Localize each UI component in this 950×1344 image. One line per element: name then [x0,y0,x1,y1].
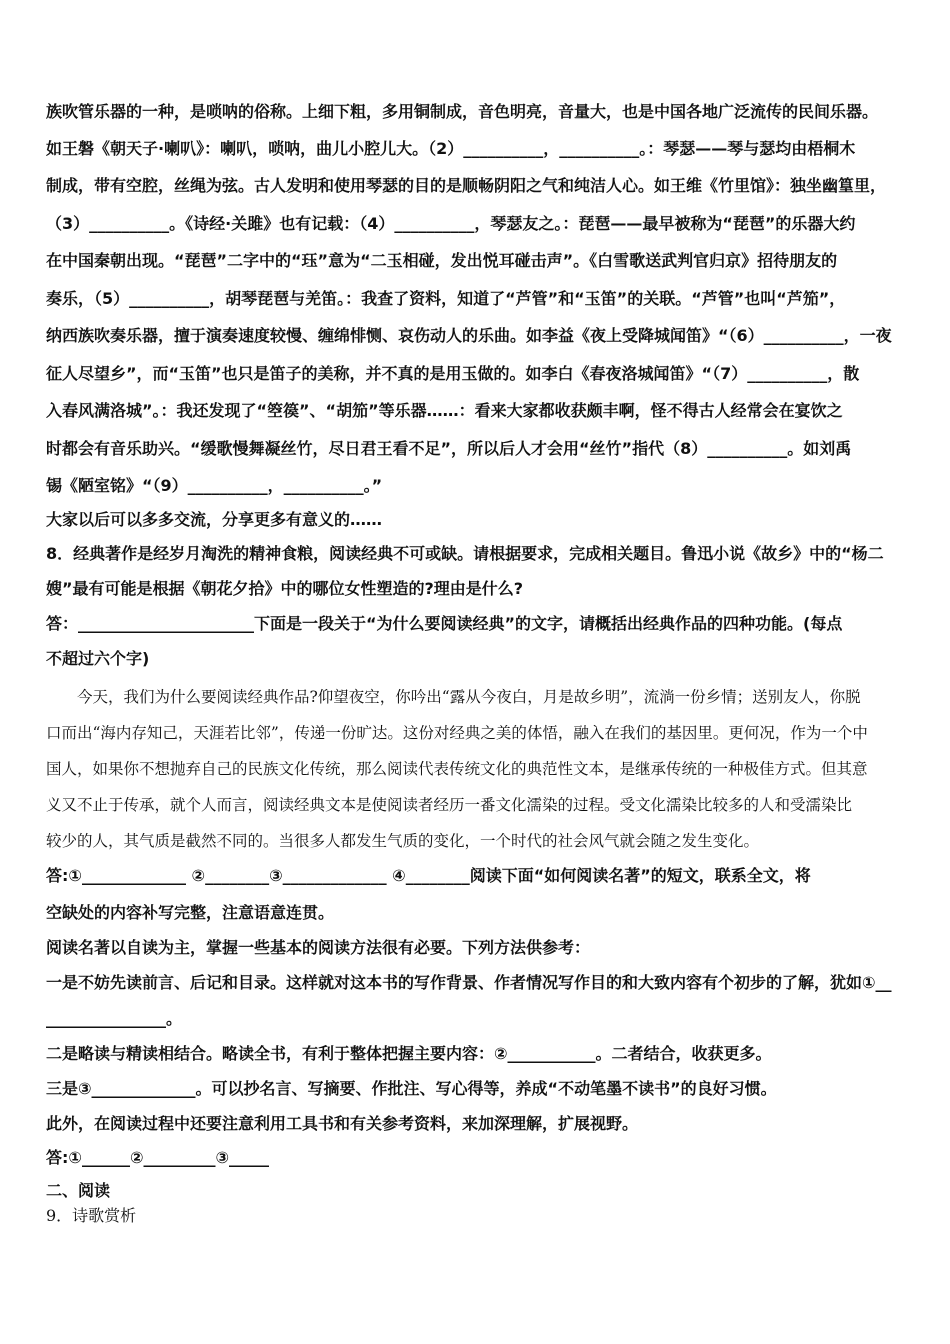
text-line: _______________。 [46,1009,183,1028]
question-9-title: 9．诗歌赏析 [46,1206,137,1225]
answer-line: 答:①_____________ ②________③_____________ ④________阅读下面“如何阅读名著”的短文，联系全文，将 [46,866,811,885]
text-line: 空缺处的内容补写完整，注意语意连贯。 [46,903,335,922]
text-line: 锡《陋室铭》“（9）__________，__________。” [46,476,383,495]
text-line: 纳西族吹奏乐器，擅于演奏速度较慢、缠绵悱恻、哀伤动人的乐曲。如李益《夜上受降城闻笛》“（6）__________，一夜 [46,326,892,345]
text-line: 二是略读与精读相结合。略读全书，有利于整体把握主要内容：②___________。二者结合，收获更多。 [46,1044,772,1063]
text-line: 三是③_____________。可以抄名言、写摘要、作批注、写心得等，养成“不动笔墨不读书”的良好习惯。 [46,1079,777,1098]
text-line: 一是不妨先读前言、后记和目录。这样就对这本书的写作背景、作者情况写作目的和大致内容有个初步的了解，犹如①__ [46,973,892,992]
text-line: 时都会有音乐助兴。“缓歌慢舞凝丝竹，尽日君王看不足”，所以后人才会用“丝竹”指代（8）__________。如刘禹 [46,439,852,458]
answer-line: 答：______________________下面是一段关于“为什么要阅读经典”的文字，请概括出经典作品的四种功能。(每点 [46,614,843,633]
text-line: 不超过六个字) [46,649,150,668]
answer-line: 答:①______②_________③_____ [46,1148,270,1167]
question-8-line: 嫂”最有可能是根据《朝花夕拾》中的哪位女性塑造的?理由是什么? [46,579,524,598]
text-line: 此外，在阅读过程中还要注意利用工具书和有关参考资料，来加深理解，扩展视野。 [46,1114,639,1133]
passage-line: 国人，如果你不想抛弃自己的民族文化传统，那么阅读代表传统文化的典范性文本，是继承传统的一种极佳方式。但其意 [46,760,868,778]
passage-line: 义又不止于传承，就个人而言，阅读经典文本是使阅读者经历一番文化濡染的过程。受文化濡染比较多的人和受濡染比 [46,796,853,814]
text-line: 大家以后可以多多交流，分享更多有意义的…… [46,510,383,529]
text-line: （3）__________。《诗经·关雎》也有记载：（4）__________，琴瑟友之。：琵琶——最早被称为“琵琶”的乐器大约 [46,214,856,233]
text-line: 族吹管乐器的一种，是唢呐的俗称。上细下粗，多用铜制成，音色明亮，音量大，也是中国各地广泛流传的民间乐器。 [46,102,879,121]
text-line: 阅读名著以自读为主，掌握一些基本的阅读方法很有必要。下列方法供参考： [46,938,591,957]
text-line: 奏乐，（5）__________，胡琴琵琶与羌笛。：我查了资料，知道了“芦管”和“玉笛”的关联。“芦管”也叫“芦笳”， [46,289,846,308]
text-line: 征人尽望乡”，而“玉笛”也只是笛子的美称，并不真的是用玉做的。如李白《春夜洛城闻笛》“（7）__________，散 [46,364,860,383]
passage-line: 口而出“海内存知己，天涯若比邻”，传递一份旷达。这份对经典之美的体悟，融入在我们的基因里。更何况，作为一个中 [46,724,868,742]
section-heading: 二、阅读 [46,1181,111,1200]
text-line: 入春风满洛城”。：我还发现了“箜篌”、“胡笳”等乐器……：看来大家都收获颇丰啊，怪不得古人经常会在宴饮之 [46,401,843,420]
text-line: 制成，带有空腔，丝绳为弦。古人发明和使用琴瑟的目的是顺畅阴阳之气和纯洁人心。如王维《竹里馆》：独坐幽篁里， [46,176,887,195]
text-line: 如王磐《朝天子·喇叭》：喇叭，唢呐，曲儿小腔儿大。（2）__________，__________。：琴瑟——琴与瑟均由梧桐木 [46,139,856,158]
passage-line: 较少的人，其气质是截然不同的。当很多人都发生气质的变化，一个时代的社会风气就会随之发生变化。 [46,832,760,850]
passage-line: 今天，我们为什么要阅读经典作品?仰望夜空，你吟出“露从今夜白，月是故乡明”，流淌一份乡情；送别友人，你脱 [46,688,861,706]
question-8-line: 8．经典著作是经岁月淘洗的精神食粮，阅读经典不可或缺。请根据要求，完成相关题目。鲁迅小说《故乡》中的“杨二 [46,544,884,563]
text-line: 在中国秦朝出现。“琵琶”二字中的“珏”意为“二玉相碰，发出悦耳碰击声”。《白雪歌送武判官归京》招待朋友的 [46,251,838,270]
